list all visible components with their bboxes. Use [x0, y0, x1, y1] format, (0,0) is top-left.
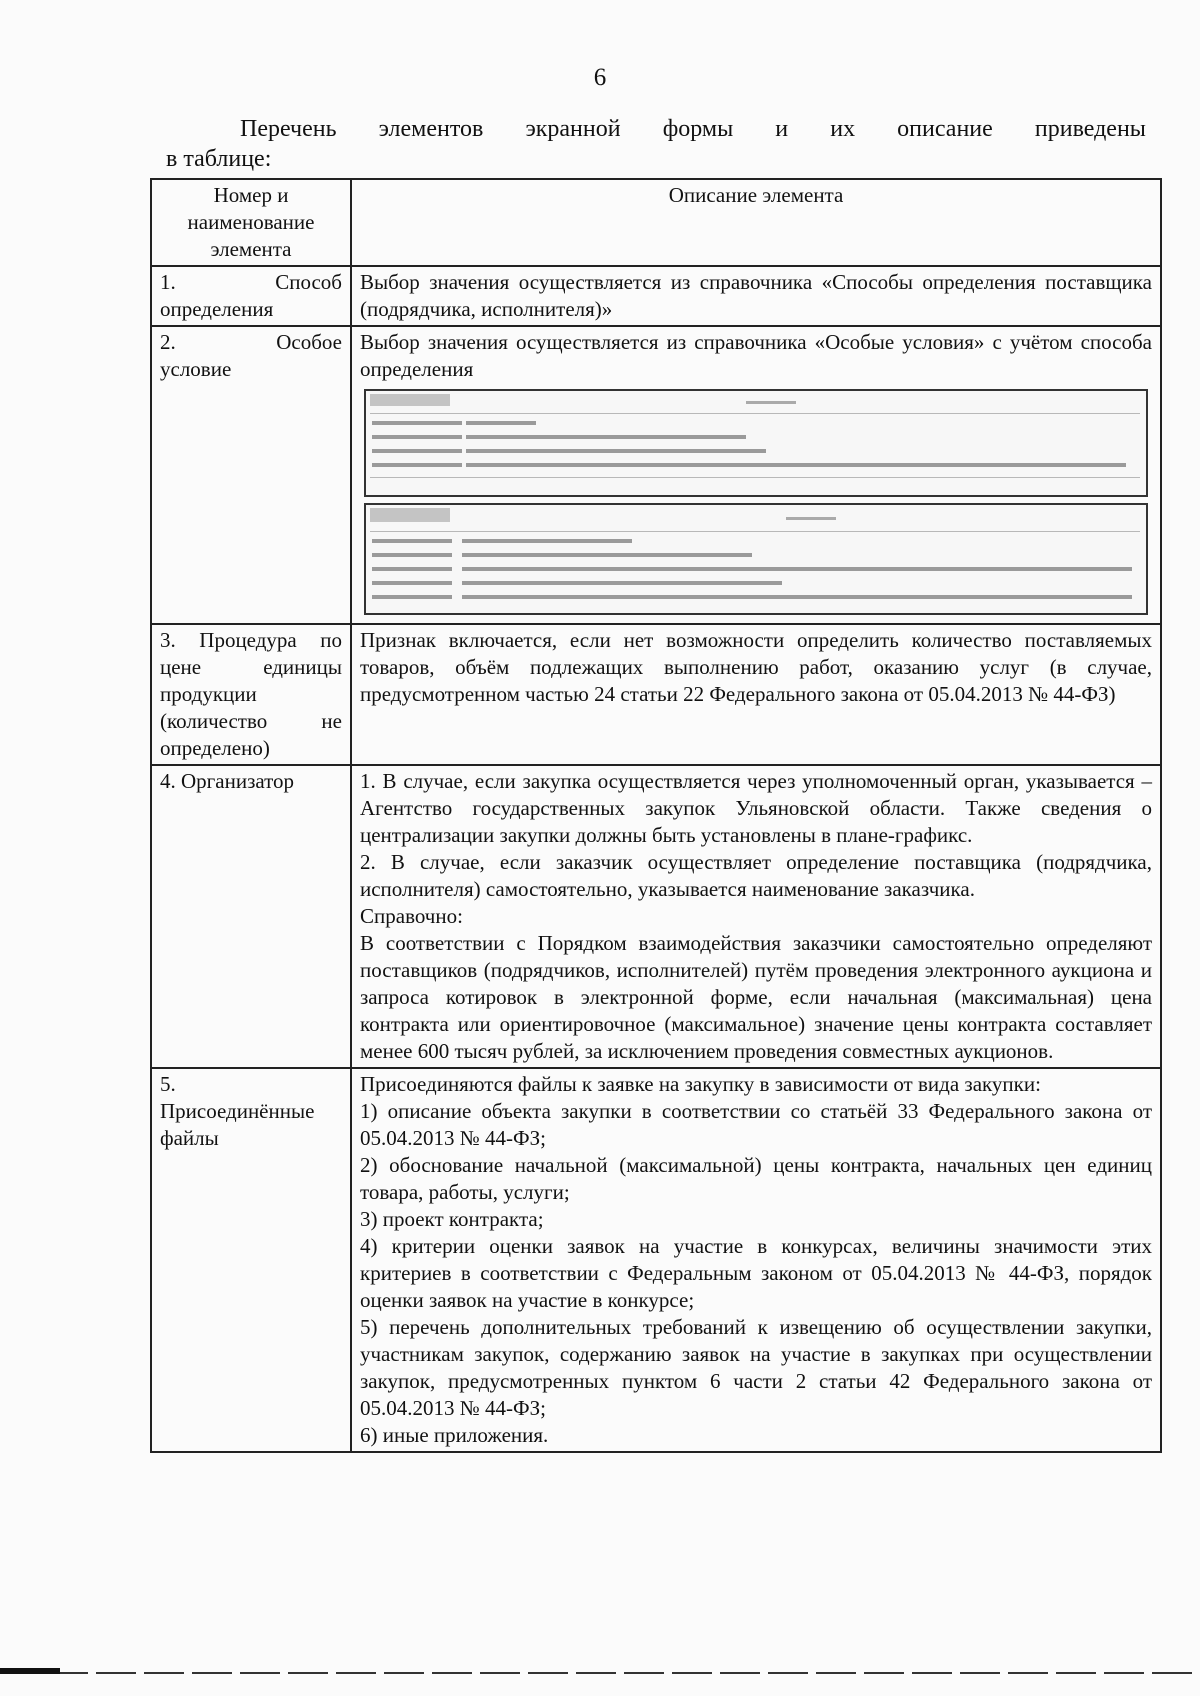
embedded-screenshot-1: [364, 389, 1148, 497]
row-number: 1.: [160, 270, 176, 294]
row-description-cell: [351, 1068, 1161, 1452]
intro-line-1: [166, 114, 1146, 144]
elements-table: [150, 178, 1162, 1453]
table-row: [151, 1068, 1161, 1452]
list-item: 2) обоснование начальной (максимальной) цены контракта, начальных цен единиц товара, работы, услуги;: [360, 1153, 1152, 1204]
header-col-number-name: Номер и наименование элемента: [151, 179, 351, 266]
table-row: [151, 765, 1161, 1068]
row-description: Признак включается, если нет возможности определить количество поставляемых товаров, объём подлежащих выполнению работ, оказанию услуг (в случае, предусмотренном частью 24 статьи 22 Федерального закона от 05.04.2013 № 44-ФЗ): [351, 624, 1161, 765]
row-paragraph: 1. В случае, если закупка осуществляется через уполномоченный орган, указывается – Агентство государственных закупок Ульяновской области. Также сведения о централизации закупки должны быть установлены в плане-графикс.: [360, 769, 1152, 847]
page-number: 6: [593, 64, 607, 91]
row-paragraph: В соответствии с Порядком взаимодействия заказчики самостоятельно определяют поставщиков (подрядчиков, исполнителей) путём проведения электронного аукциона и запроса котировок в электронной форме, если начальная (максимальная) цена контракта или ориентировочное (максимальное) значение цены контракта составляет менее 600 тысяч рублей, за исключением проведения совместных аукционов.: [360, 931, 1152, 1063]
intro-line-2: в таблице:: [166, 146, 272, 172]
intro-word: и: [775, 116, 789, 142]
intro-word: приведены: [1034, 116, 1146, 142]
row-number: 5.: [160, 1072, 176, 1096]
header-col-description: Описание элемента: [351, 179, 1161, 266]
row-description-cell: [351, 326, 1161, 624]
list-item: 5) перечень дополнительных требований к извещению об осуществлении закупки, участникам закупок, содержанию заявок на участие в закупках при осуществлении закупок, предусмотренных пунктом 6 части 2 статьи 42 Федерального закона от 05.04.2013 № 44-ФЗ;: [360, 1315, 1152, 1420]
list-item: 3) проект контракта;: [360, 1207, 544, 1231]
intro-word: Перечень: [240, 116, 337, 142]
row-name-cont: условие: [160, 357, 232, 381]
intro-word: элементов: [378, 116, 484, 142]
row-paragraph: Справочно:: [360, 904, 463, 928]
row-number: 2.: [160, 330, 176, 354]
row-name: 3. Процедура по цене единицы продукции (количество не определено): [151, 624, 351, 765]
row-description: Выбор значения осуществляется из справочника «Особые условия» с учётом способа определения: [360, 330, 1152, 381]
list-item: 1) описание объекта закупки в соответствии со статьёй 33 Федерального закона от 05.04.2013 № 44-ФЗ;: [360, 1099, 1152, 1150]
intro-word: описание: [897, 116, 993, 142]
table-row: [151, 266, 1161, 326]
row-name-cell: [151, 266, 351, 326]
intro-word: их: [830, 116, 856, 142]
row-description-cell: [351, 765, 1161, 1068]
intro-word: экранной: [525, 116, 621, 142]
row-paragraph: 2. В случае, если заказчик осуществляет определение поставщика (подрядчика, исполнителя) самостоятельно, указывается наименование заказчика.: [360, 850, 1152, 901]
row-name-cell: [151, 326, 351, 624]
row-name: 4. Организатор: [151, 765, 351, 1068]
row-name: Способ: [275, 270, 342, 294]
footer-scan-mark: [0, 1668, 60, 1674]
row-name: Присоединённые файлы: [160, 1099, 315, 1150]
footer-dashed-line: [0, 1672, 1200, 1674]
intro-word: формы: [662, 116, 734, 142]
table-row: [151, 326, 1161, 624]
table-header-row: [151, 179, 1161, 266]
row-name: Особое: [276, 330, 342, 354]
list-item: 4) критерии оценки заявок на участие в конкурсах, величины значимости этих критериев в соответствии с Федеральным законом от 05.04.2013 № 44-ФЗ, порядок оценки заявок на участие в конкурсе;: [360, 1234, 1152, 1312]
list-item: 6) иные приложения.: [360, 1423, 549, 1447]
row-paragraph: Присоединяются файлы к заявке на закупку в зависимости от вида закупки:: [360, 1072, 1041, 1096]
row-name-cell: [151, 1068, 351, 1452]
row-name-cont: определения: [160, 297, 274, 321]
table-row: [151, 624, 1161, 765]
intro-text: [166, 114, 1146, 174]
row-description: Выбор значения осуществляется из справочника «Способы определения поставщика (подрядчика, исполнителя)»: [351, 266, 1161, 326]
embedded-screenshot-2: [364, 503, 1148, 615]
